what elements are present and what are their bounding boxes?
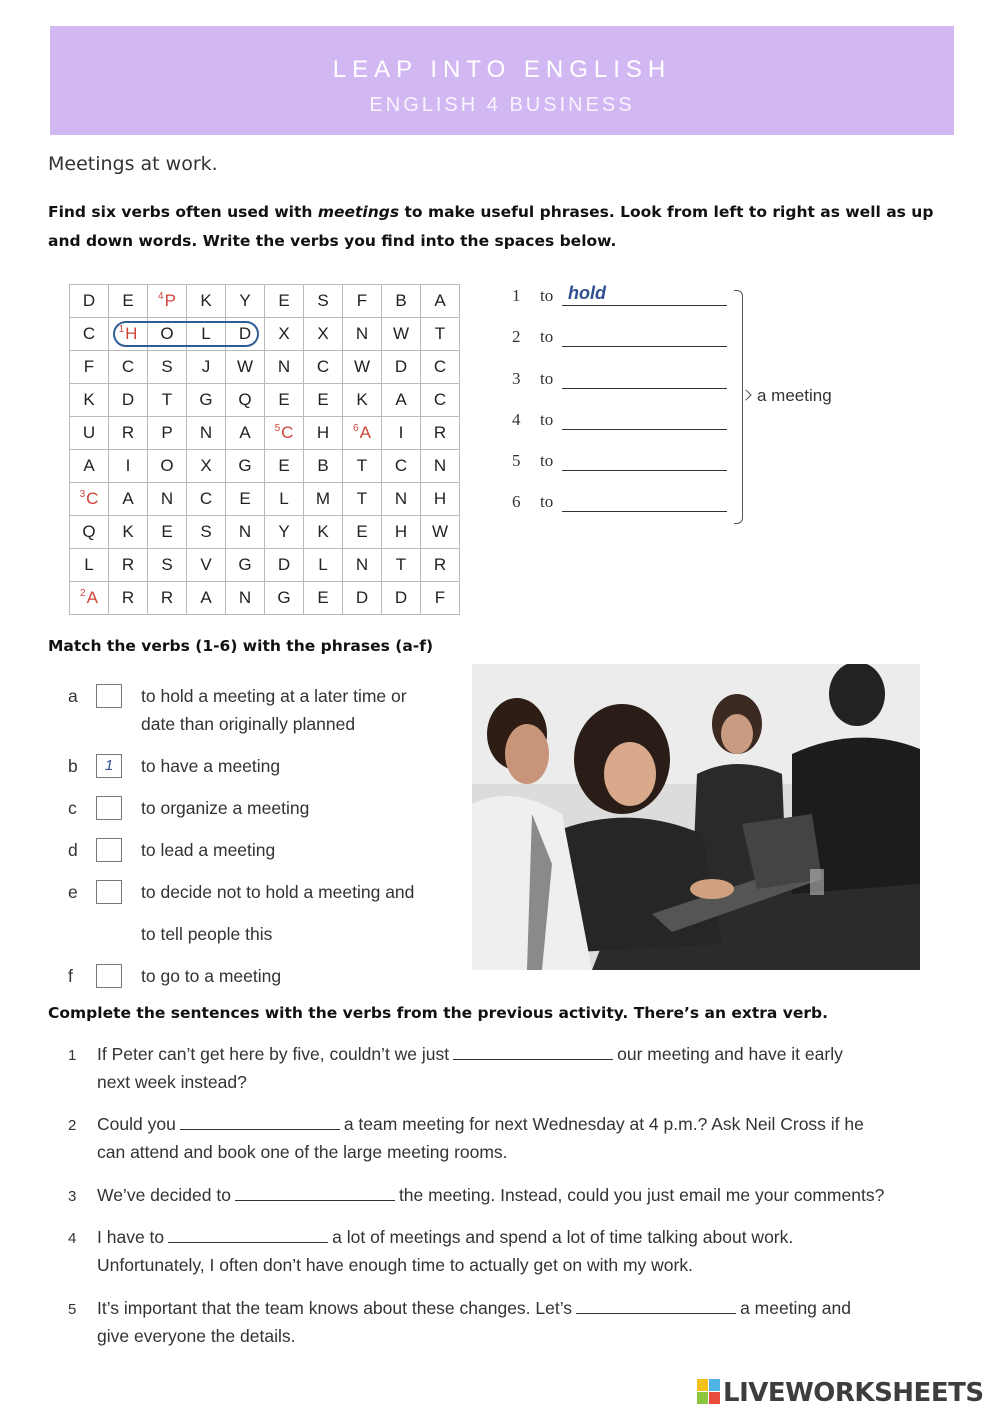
- task3-instruction: Complete the sentences with the verbs from the previous activity. There’s an extra verb.: [48, 1004, 829, 1022]
- task1-instruction-emphasis: meetings: [317, 203, 400, 221]
- liveworksheets-logo-icon: [697, 1379, 721, 1405]
- match-phrase: [141, 962, 281, 990]
- answer-line-4: [512, 410, 727, 430]
- match-phrase-line1: to lead a meeting: [141, 840, 276, 860]
- answer-value: hold: [568, 283, 606, 303]
- grid-cell: V: [187, 549, 226, 582]
- grid-cell: C: [187, 483, 226, 516]
- grid-cell: N: [226, 582, 265, 615]
- grid-cell: E: [265, 384, 304, 417]
- sentence-blank-input[interactable]: [180, 1114, 340, 1130]
- grid-cell: R: [421, 417, 460, 450]
- grid-row: [70, 483, 460, 516]
- sentence-after: a lot of meetings and spend a lot of time talking about work.: [332, 1227, 794, 1247]
- grid-cell: S: [187, 516, 226, 549]
- grid-cell: N: [343, 318, 382, 351]
- header-title: LEAP INTO ENGLISH: [332, 56, 672, 83]
- grid-cell: R: [148, 582, 187, 615]
- match-phrase: [141, 682, 407, 738]
- grid-cell: N: [421, 450, 460, 483]
- sentence-blank-input[interactable]: [168, 1227, 328, 1243]
- grid-cell: H: [421, 483, 460, 516]
- answer-number: 1: [512, 286, 521, 305]
- match-letter: c: [68, 798, 77, 818]
- grid-row: [70, 516, 460, 549]
- meeting-photo: [472, 664, 920, 970]
- grid-cell: K: [304, 516, 343, 549]
- match-phrase: [141, 752, 280, 780]
- grid-cell: E: [226, 483, 265, 516]
- sentence-number: 2: [68, 1117, 77, 1134]
- grid-cell: $^4$P: [148, 285, 187, 318]
- grid-cell: T: [343, 450, 382, 483]
- sentence-line2: next week instead?: [97, 1072, 247, 1092]
- match-phrase-line1: to organize a meeting: [141, 798, 310, 818]
- sentence-before: It’s important that the team knows about these changes. Let’s: [97, 1298, 573, 1318]
- match-phrase: [141, 836, 275, 864]
- sentence-after: the meeting. Instead, could you just email me your comments?: [398, 1185, 885, 1205]
- sentence-line2: can attend and book one of the large meeting rooms.: [97, 1142, 508, 1162]
- match-phrase-line1: to hold a meeting at a later time or: [141, 686, 407, 706]
- grid-cell: Q: [70, 516, 109, 549]
- sentence-before: We’ve decided to: [97, 1185, 231, 1205]
- match-answer-box[interactable]: [96, 838, 122, 862]
- sentence-body: [97, 1223, 947, 1279]
- grid-cell: T: [421, 318, 460, 351]
- header-banner: [50, 26, 954, 135]
- grid-cell: W: [343, 351, 382, 384]
- grid-cell: O: [148, 318, 187, 351]
- answer-number: 4: [512, 410, 521, 429]
- match-answer-box[interactable]: 1: [96, 754, 122, 778]
- grid-cell: X: [265, 318, 304, 351]
- grid-cell: A: [70, 450, 109, 483]
- grid-cell: C: [421, 384, 460, 417]
- grid-cell: E: [343, 516, 382, 549]
- grid-cell: K: [343, 384, 382, 417]
- grid-cell: A: [226, 417, 265, 450]
- grid-cell: I: [382, 417, 421, 450]
- answer-number: 3: [512, 369, 521, 388]
- task1-instruction: [48, 198, 958, 256]
- grid-cell: C: [382, 450, 421, 483]
- match-letter: b: [68, 756, 78, 776]
- match-phrase: [141, 794, 309, 822]
- match-phrase-line2: to tell people this: [141, 924, 273, 944]
- grid-cell: N: [148, 483, 187, 516]
- answer-to: to: [540, 286, 554, 305]
- grid-cell: R: [421, 549, 460, 582]
- grid-cell: Y: [265, 516, 304, 549]
- grid-cell: $^2$A: [70, 582, 109, 615]
- match-answer-box[interactable]: [96, 684, 122, 708]
- answer-line-5: [512, 451, 727, 471]
- grid-cell: X: [187, 450, 226, 483]
- answer-input[interactable]: [562, 412, 727, 430]
- grid-cell: T: [382, 549, 421, 582]
- grid-cell: $^1$H: [109, 318, 148, 351]
- sentence-body: [97, 1294, 947, 1350]
- answer-number: 5: [512, 451, 521, 470]
- grid-cell: W: [421, 516, 460, 549]
- brace: [734, 290, 743, 524]
- sentence-after: a team meeting for next Wednesday at 4 p.m.? Ask Neil Cross if he: [343, 1114, 864, 1134]
- grid-cell: K: [109, 516, 148, 549]
- answer-input[interactable]: [562, 283, 727, 306]
- match-letter: f: [68, 966, 73, 986]
- grid-cell: L: [265, 483, 304, 516]
- answer-number: 2: [512, 327, 521, 346]
- grid-cell: K: [70, 384, 109, 417]
- grid-cell: F: [70, 351, 109, 384]
- match-letter: e: [68, 882, 78, 902]
- grid-cell: Y: [226, 285, 265, 318]
- match-phrase-line1: to go to a meeting: [141, 966, 282, 986]
- sentence-blank-input[interactable]: [235, 1185, 395, 1201]
- answer-line-3: [512, 369, 727, 389]
- match-letter: a: [68, 686, 78, 706]
- brace-label: a meeting: [757, 386, 832, 405]
- answer-input[interactable]: [562, 371, 727, 389]
- grid-cell: S: [304, 285, 343, 318]
- grid-cell: H: [304, 417, 343, 450]
- answer-input[interactable]: [562, 494, 727, 512]
- grid-cell: B: [382, 285, 421, 318]
- grid-cell: D: [382, 582, 421, 615]
- grid-cell: J: [187, 351, 226, 384]
- grid-cell: L: [187, 318, 226, 351]
- topic-title: Meetings at work.: [48, 153, 218, 175]
- grid-cell: G: [265, 582, 304, 615]
- match-phrase-line2: date than originally planned: [141, 714, 356, 734]
- grid-cell: Q: [226, 384, 265, 417]
- grid-cell: L: [70, 549, 109, 582]
- answer-to: to: [540, 451, 554, 470]
- grid-cell: U: [70, 417, 109, 450]
- answer-line-6: [512, 492, 727, 512]
- sentence-number: 3: [68, 1188, 77, 1205]
- grid-cell: C: [70, 318, 109, 351]
- task2-instruction: Match the verbs (1-6) with the phrases (a-f): [48, 637, 434, 655]
- sentence-body: [97, 1110, 947, 1166]
- sentence-before: I have to: [97, 1227, 165, 1247]
- grid-cell: N: [265, 351, 304, 384]
- task1-instruction-part1: Find six verbs often used with: [48, 203, 318, 221]
- grid-row: [70, 582, 460, 615]
- grid-cell: E: [109, 285, 148, 318]
- grid-cell: M: [304, 483, 343, 516]
- grid-cell: N: [187, 417, 226, 450]
- grid-cell: R: [109, 549, 148, 582]
- grid-cell: R: [109, 417, 148, 450]
- match-letter: d: [68, 840, 78, 860]
- answer-input[interactable]: [562, 453, 727, 471]
- grid-cell: E: [265, 285, 304, 318]
- answer-to: to: [540, 369, 554, 388]
- grid-cell: N: [226, 516, 265, 549]
- match-answer-box[interactable]: [96, 880, 122, 904]
- sentence-before: If Peter can’t get here by five, couldn’t we just: [97, 1044, 450, 1064]
- grid-row: [70, 285, 460, 318]
- grid-cell: O: [148, 450, 187, 483]
- header-subtitle: ENGLISH 4 BUSINESS: [369, 94, 635, 116]
- grid-cell: S: [148, 549, 187, 582]
- grid-cell: G: [187, 384, 226, 417]
- answer-to: to: [540, 492, 554, 511]
- meeting-photo-illustration: [472, 664, 920, 970]
- grid-cell: I: [109, 450, 148, 483]
- grid-cell: A: [382, 384, 421, 417]
- grid-cell: G: [226, 450, 265, 483]
- grid-cell: T: [148, 384, 187, 417]
- grid-cell: K: [187, 285, 226, 318]
- grid-row: [70, 351, 460, 384]
- grid-cell: D: [382, 351, 421, 384]
- grid-cell: N: [343, 549, 382, 582]
- answer-to: to: [540, 327, 554, 346]
- answer-to: to: [540, 410, 554, 429]
- grid-cell: C: [109, 351, 148, 384]
- sentence-number: 1: [68, 1047, 77, 1064]
- grid-cell: W: [382, 318, 421, 351]
- grid-cell: D: [109, 384, 148, 417]
- grid-cell: D: [265, 549, 304, 582]
- sentence-after: our meeting and have it early: [617, 1044, 843, 1064]
- grid-row: [70, 549, 460, 582]
- grid-cell: F: [343, 285, 382, 318]
- grid-row: [70, 417, 460, 450]
- grid-row: [70, 384, 460, 417]
- grid-cell: D: [70, 285, 109, 318]
- sentence-line2: Unfortunately, I often don’t have enough time to actually get on with my work.: [97, 1255, 693, 1275]
- grid-cell: C: [304, 351, 343, 384]
- sentence-before: Could you: [97, 1114, 176, 1134]
- task1-instruction-part2: to make useful phrases. Look from left to right as well as up and down words. Write the verbs you find into the spaces below.: [48, 203, 934, 250]
- answer-line-2: [512, 327, 727, 347]
- hold-circle-mark: [113, 321, 259, 347]
- answer-line-1: [512, 283, 727, 306]
- liveworksheets-logo-text: LIVEWORKSHEETS: [723, 1378, 984, 1408]
- grid-cell: $^3$C: [70, 483, 109, 516]
- grid-cell: X: [304, 318, 343, 351]
- grid-cell: R: [109, 582, 148, 615]
- sentence-number: 5: [68, 1301, 77, 1318]
- grid-row: [70, 450, 460, 483]
- grid-cell: H: [382, 516, 421, 549]
- grid-cell: E: [304, 384, 343, 417]
- grid-cell: A: [421, 285, 460, 318]
- grid-cell: C: [421, 351, 460, 384]
- grid-cell: S: [148, 351, 187, 384]
- grid-cell: P: [148, 417, 187, 450]
- liveworksheets-logo: [697, 1378, 984, 1408]
- answer-number: 6: [512, 492, 521, 511]
- grid-cell: $^6$A: [343, 417, 382, 450]
- sentence-blank-input[interactable]: [453, 1044, 613, 1060]
- grid-cell: T: [343, 483, 382, 516]
- grid-cell: E: [304, 582, 343, 615]
- grid-cell: E: [265, 450, 304, 483]
- grid-cell: D: [226, 318, 265, 351]
- match-phrase: [141, 878, 414, 948]
- grid-cell: N: [382, 483, 421, 516]
- match-answer-box[interactable]: [96, 796, 122, 820]
- match-answer-box[interactable]: [96, 964, 122, 988]
- sentence-blank-input[interactable]: [576, 1298, 736, 1314]
- grid-cell: E: [148, 516, 187, 549]
- grid-cell: A: [187, 582, 226, 615]
- grid-cell: G: [226, 549, 265, 582]
- grid-cell: F: [421, 582, 460, 615]
- grid-cell: W: [226, 351, 265, 384]
- grid-cell: B: [304, 450, 343, 483]
- match-phrase-line1: to decide not to hold a meeting and: [141, 882, 415, 902]
- grid-cell: L: [304, 549, 343, 582]
- sentence-body: [97, 1040, 947, 1096]
- grid-cell: D: [343, 582, 382, 615]
- sentence-after: a meeting and: [740, 1298, 851, 1318]
- sentence-body: [97, 1181, 947, 1209]
- sentence-line2: give everyone the details.: [97, 1326, 296, 1346]
- grid-cell: A: [109, 483, 148, 516]
- answer-input[interactable]: [562, 329, 727, 347]
- sentence-number: 4: [68, 1230, 77, 1247]
- match-phrase-line1: to have a meeting: [141, 756, 281, 776]
- grid-cell: $^5$C: [265, 417, 304, 450]
